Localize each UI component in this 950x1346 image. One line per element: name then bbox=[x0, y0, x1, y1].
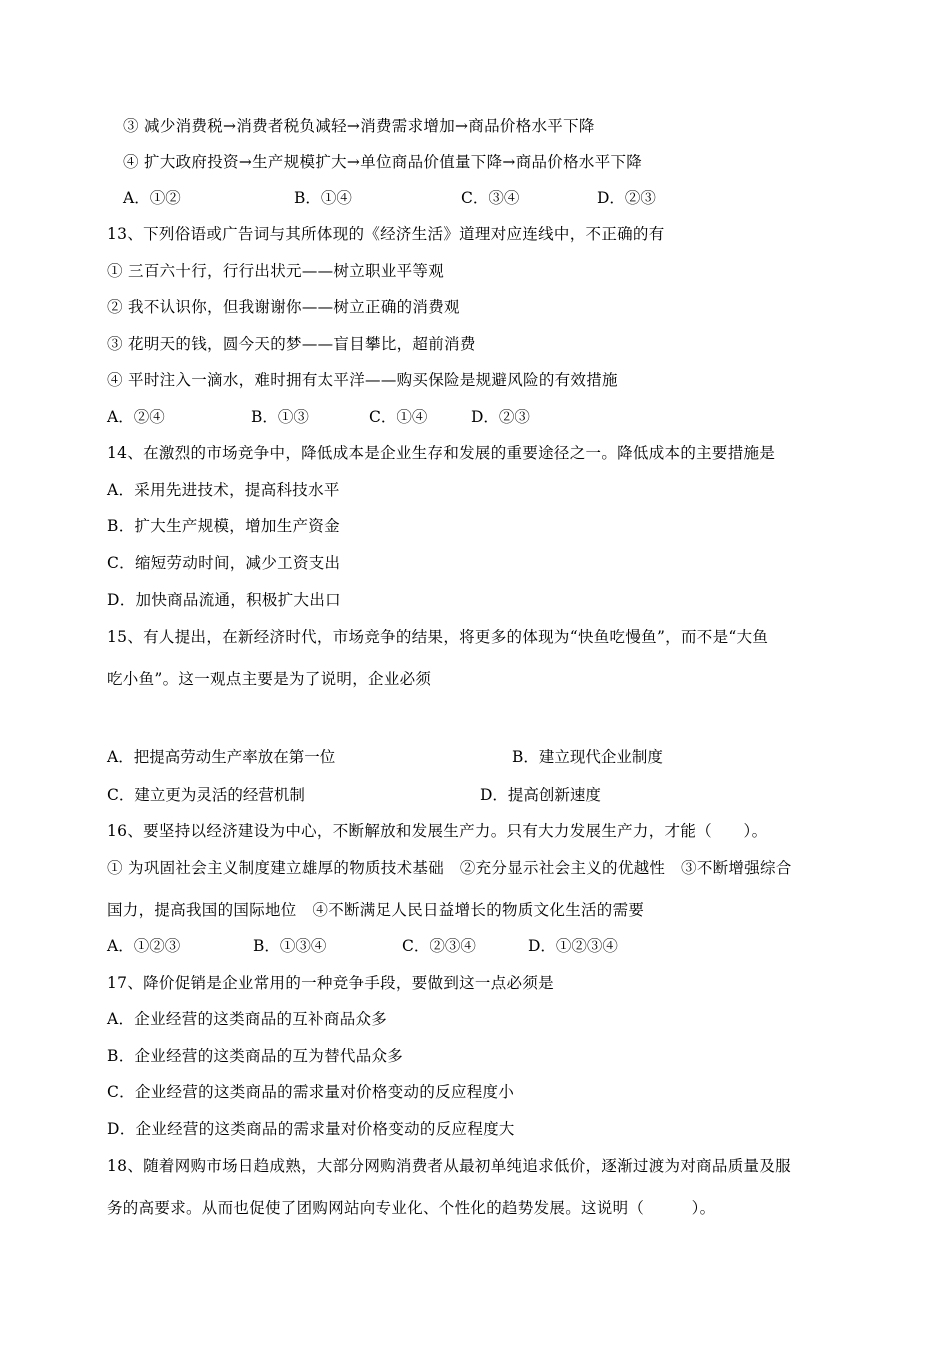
q16-option-b: B．①③④ bbox=[253, 937, 327, 955]
q14-option-d: D．加快商品流通，积极扩大出口 bbox=[107, 591, 341, 609]
q15-option-b: B．建立现代企业制度 bbox=[512, 748, 663, 766]
q13-item-3: ③ 花明天的钱，圆今天的梦——盲目攀比，超前消费 bbox=[107, 335, 476, 353]
q16-items-line-1: ① 为巩固社会主义制度建立雄厚的物质技术基础 ②充分显示社会主义的优越性 ③不断增强综合 bbox=[107, 859, 792, 877]
q16-option-d: D．①②③④ bbox=[528, 937, 618, 955]
q18-stem-line-2: 务的高要求。从而也促使了团购网站向专业化、个性化的趋势发展。这说明（ ）。 bbox=[107, 1199, 716, 1217]
q15-stem-line-2: 吃小鱼”。这一观点主要是为了说明，企业必须 bbox=[107, 670, 432, 688]
q13-stem: 13、下列俗语或广告词与其所体现的《经济生活》道理对应连线中，不正确的有 bbox=[107, 225, 665, 243]
q13-item-1: ① 三百六十行，行行出状元——树立职业平等观 bbox=[107, 262, 445, 280]
q13-item-4: ④ 平时注入一滴水，难时拥有太平洋——购买保险是规避风险的有效措施 bbox=[107, 371, 618, 389]
q12-option-a: A．①② bbox=[123, 189, 181, 207]
q13-option-b: B．①③ bbox=[251, 408, 309, 426]
q13-option-a: A．②④ bbox=[107, 408, 165, 426]
q14-option-c: C．缩短劳动时间，减少工资支出 bbox=[107, 554, 341, 572]
q18-stem-line-1: 18、随着网购市场日趋成熟，大部分网购消费者从最初单纯追求低价，逐渐过渡为对商品质量及服 bbox=[107, 1157, 791, 1175]
q17-stem: 17、降价促销是企业常用的一种竞争手段，要做到这一点必须是 bbox=[107, 974, 554, 992]
q13-option-d: D．②③ bbox=[471, 408, 530, 426]
q14-stem: 14、在激烈的市场竞争中，降低成本是企业生存和发展的重要途径之一。降低成本的主要措施是 bbox=[107, 444, 776, 462]
q15-option-c: C．建立更为灵活的经营机制 bbox=[107, 786, 305, 804]
q12-option-b: B．①④ bbox=[294, 189, 352, 207]
q16-option-c: C．②③④ bbox=[402, 937, 476, 955]
q14-option-a: A．采用先进技术，提高科技水平 bbox=[107, 481, 340, 499]
q17-option-d: D．企业经营的这类商品的需求量对价格变动的反应程度大 bbox=[107, 1120, 515, 1138]
q12-option-c: C．③④ bbox=[461, 189, 520, 207]
q16-option-a: A．①②③ bbox=[107, 937, 181, 955]
q12-item-4: ④ 扩大政府投资→生产规模扩大→单位商品价值量下降→商品价格水平下降 bbox=[123, 153, 643, 171]
q15-option-d: D．提高创新速度 bbox=[480, 786, 601, 804]
q13-item-2: ② 我不认识你，但我谢谢你——树立正确的消费观 bbox=[107, 298, 460, 316]
q15-option-a: A．把提高劳动生产率放在第一位 bbox=[107, 748, 336, 766]
q13-option-c: C．①④ bbox=[369, 408, 428, 426]
q14-option-b: B．扩大生产规模，增加生产资金 bbox=[107, 517, 340, 535]
q12-item-3: ③ 减少消费税→消费者税负减轻→消费需求增加→商品价格水平下降 bbox=[123, 117, 595, 135]
q12-option-d: D．②③ bbox=[597, 189, 656, 207]
q17-option-b: B．企业经营的这类商品的互为替代品众多 bbox=[107, 1047, 404, 1065]
q15-stem-line-1: 15、有人提出，在新经济时代，市场竞争的结果，将更多的体现为“快鱼吃慢鱼”，而不是“大鱼 bbox=[107, 628, 769, 646]
q16-items-line-2: 国力，提高我国的国际地位 ④不断满足人民日益增长的物质文化生活的需要 bbox=[107, 901, 645, 919]
q16-stem: 16、要坚持以经济建设为中心，不断解放和发展生产力。只有大力发展生产力，才能（ ）。 bbox=[107, 822, 768, 840]
q17-option-a: A．企业经营的这类商品的互补商品众多 bbox=[107, 1010, 388, 1028]
q17-option-c: C．企业经营的这类商品的需求量对价格变动的反应程度小 bbox=[107, 1083, 515, 1101]
